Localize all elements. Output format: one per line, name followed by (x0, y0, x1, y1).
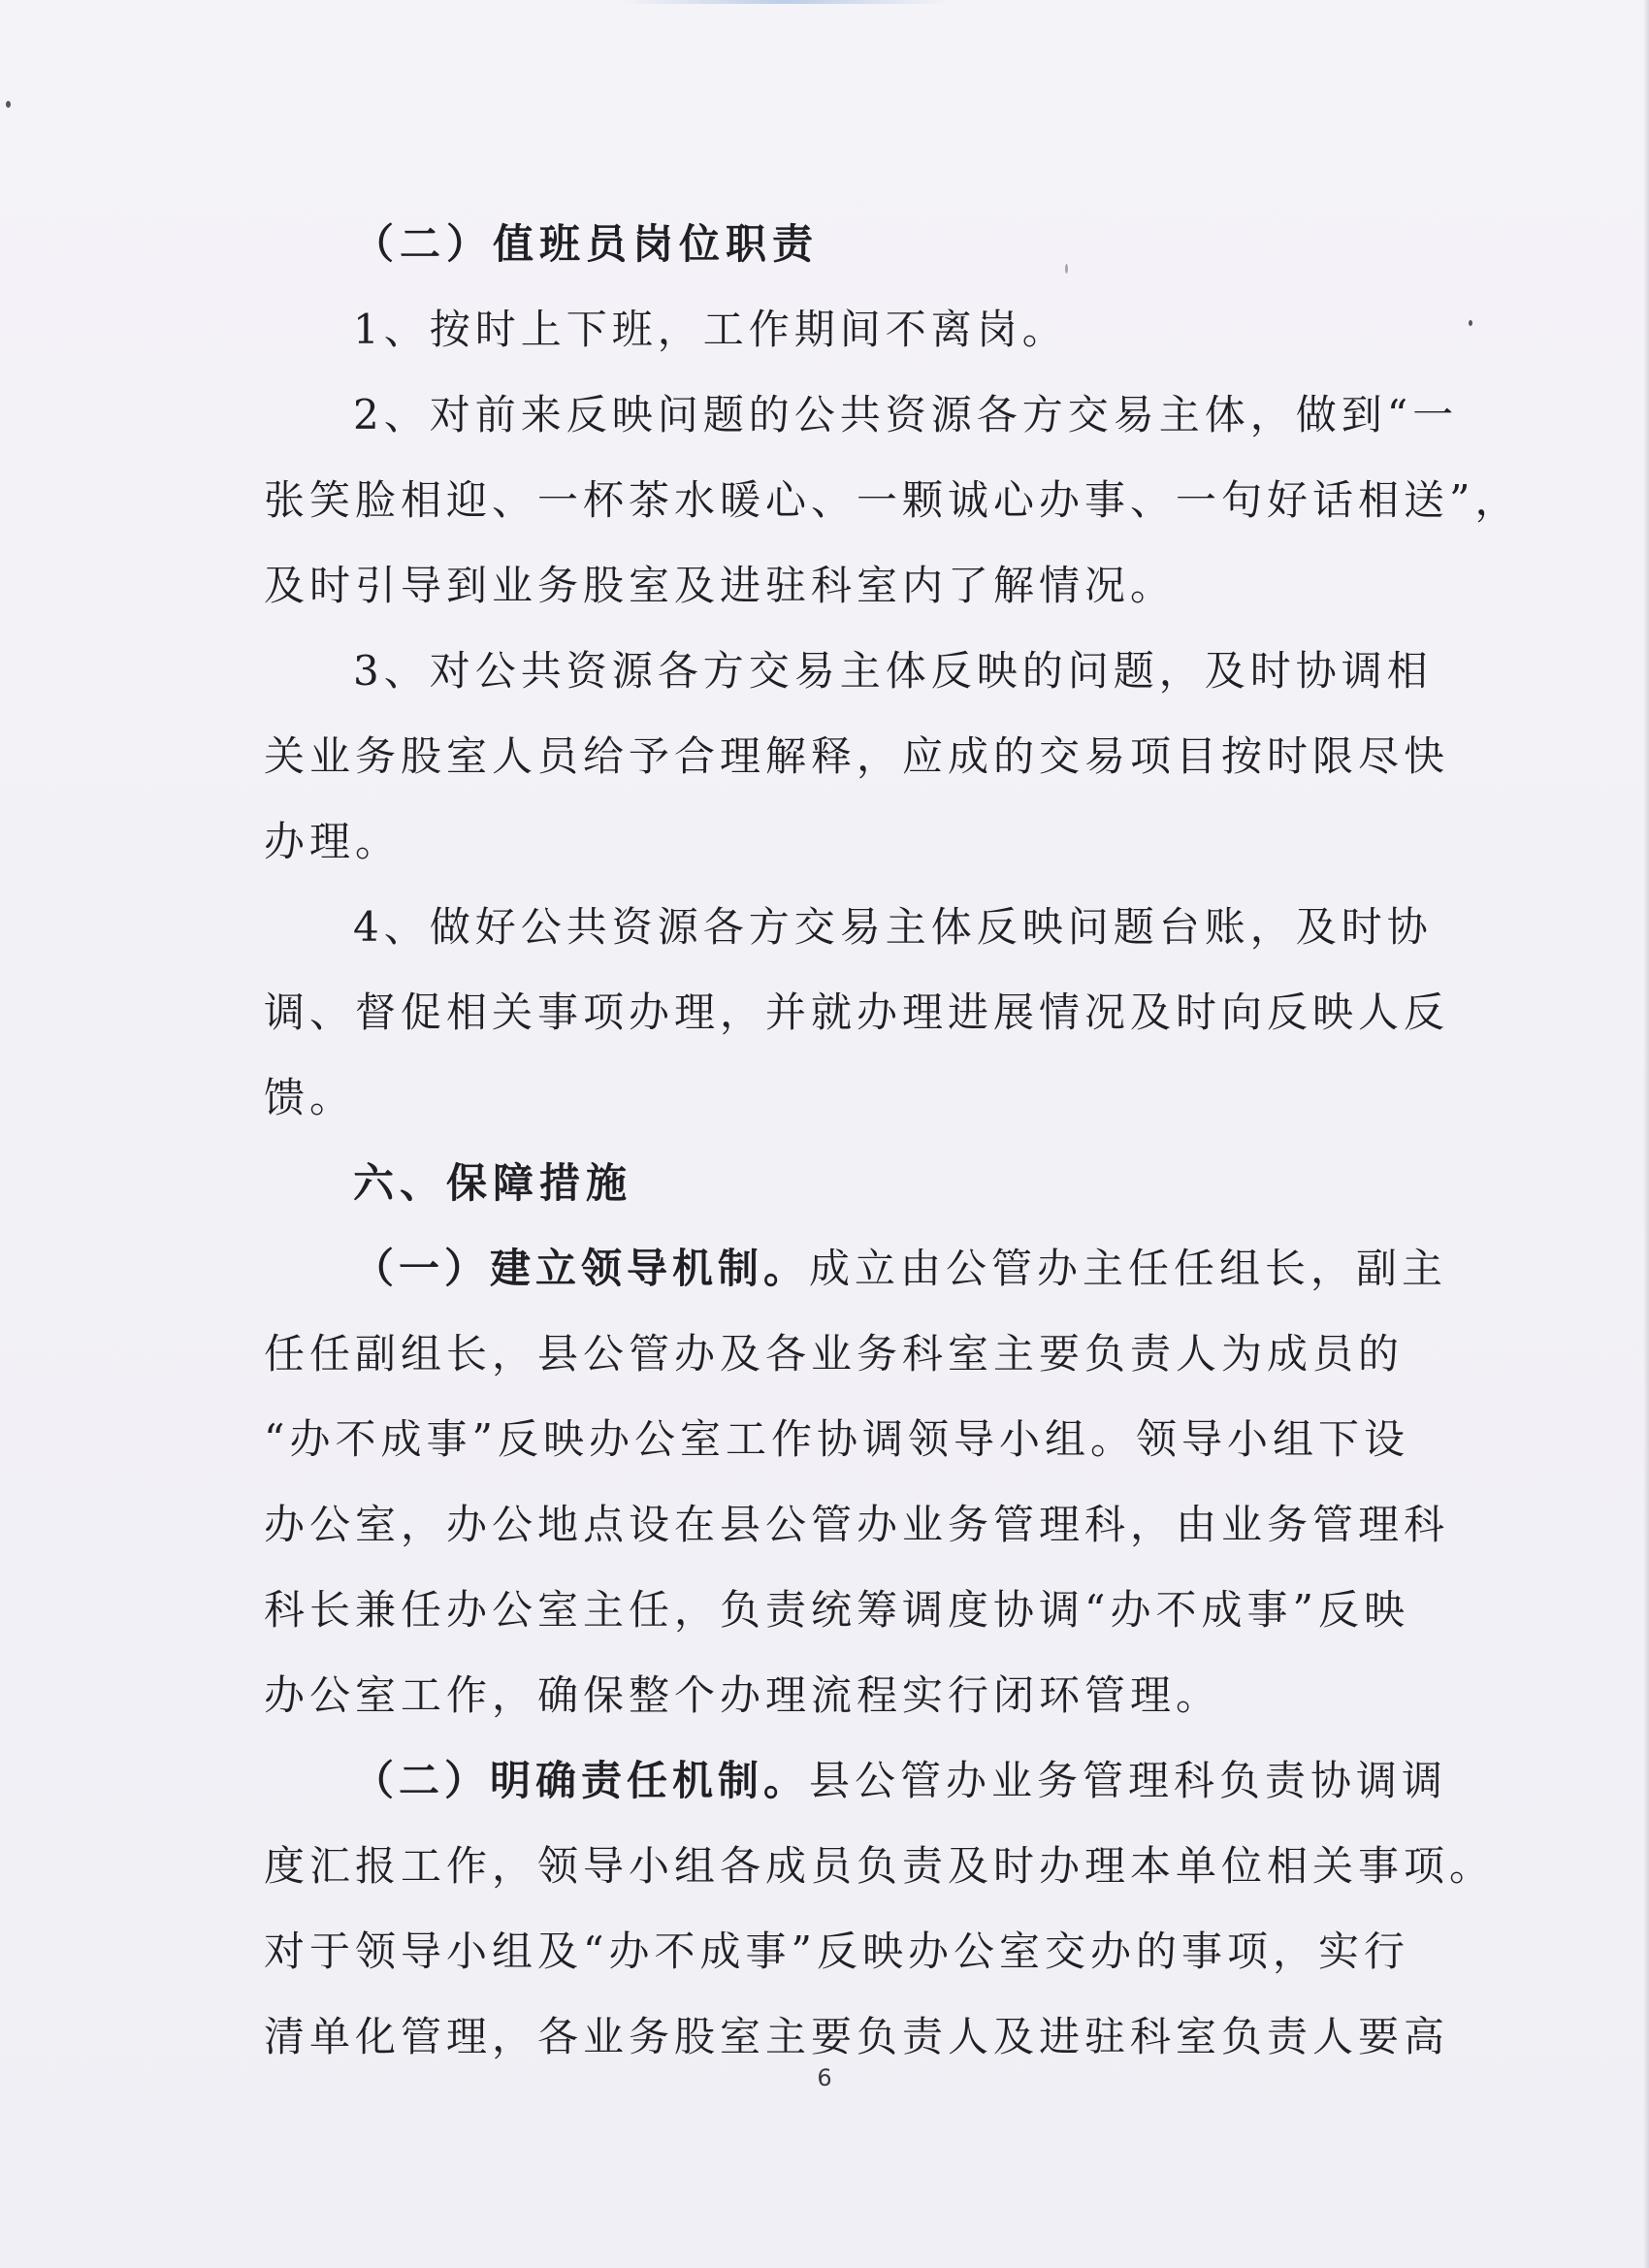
paragraph-line: 任任副组长，县公管办及各业务科室主要负责人为成员的 (264, 1330, 1405, 1377)
paragraph-line: 4、做好公共资源各方交易主体反映问题台账，及时协 (353, 903, 1433, 951)
paragraph-line (264, 1738, 1448, 1824)
paragraph-line: 度汇报工作，领导小组各成员负责及时办理本单位相关事项。 (264, 1842, 1496, 1890)
scan-speck (1469, 320, 1472, 326)
scan-speck (6, 101, 11, 108)
paragraph-line: 办理。 (264, 818, 402, 865)
paragraph-line: 办公室工作，确保整个办理流程实行闭环管理。 (264, 1671, 1222, 1719)
paragraph-line: 及时引导到业务股室及进驻科室内了解情况。 (264, 562, 1177, 609)
paragraph-lead: （二）明确责任机制。 (353, 1757, 810, 1804)
page-number: 6 (817, 2064, 832, 2091)
paragraph-line: 办公室，办公地点设在县公管办业务管理科，由业务管理科 (264, 1501, 1450, 1548)
paragraph-line: 3、对公共资源各方交易主体反映的问题，及时协调相 (353, 647, 1433, 695)
paragraph-line: 张笑脸相迎、一杯茶水暖心、一颗诚心办事、一句好话相送”， (264, 476, 1521, 524)
paragraph-line: “办不成事”反映办公室工作协调领导小组。领导小组下设 (264, 1415, 1409, 1463)
paragraph-text: 成立由公管办主任任组长，副主 (809, 1245, 1448, 1292)
paragraph-line: 调、督促相关事项办理，并就办理进展情况及时向反映人反 (264, 988, 1450, 1036)
scan-artifact-right (1643, 0, 1649, 2268)
paragraph-line (264, 1226, 1448, 1312)
paragraph-text: 县公管办业务管理科负责协调调 (809, 1757, 1448, 1804)
paragraph-lead: （一）建立领导机制。 (353, 1245, 810, 1292)
paragraph-line: 关业务股室人员给予合理解释，应成的交易项目按时限尽快 (264, 732, 1450, 780)
paragraph-line: 1、按时上下班，工作期间不离岗。 (353, 306, 1068, 353)
section-heading: （二）值班员岗位职责 (353, 220, 820, 268)
paragraph-line: 2、对前来反映问题的公共资源各方交易主体，做到“一 (353, 391, 1459, 438)
scan-artifact-top (621, 0, 951, 4)
document-body (264, 202, 1521, 2080)
section-heading: 六、保障措施 (353, 1159, 633, 1207)
paragraph-line: 清单化管理，各业务股室主要负责人及进驻科室负责人要高 (264, 2013, 1450, 2060)
paragraph-line: 科长兼任办公室主任，负责统筹调度协调“办不成事”反映 (264, 1586, 1409, 1634)
paragraph-line: 对于领导小组及“办不成事”反映办公室交办的事项，实行 (264, 1928, 1409, 1975)
paragraph-line: 馈。 (264, 1074, 356, 1121)
